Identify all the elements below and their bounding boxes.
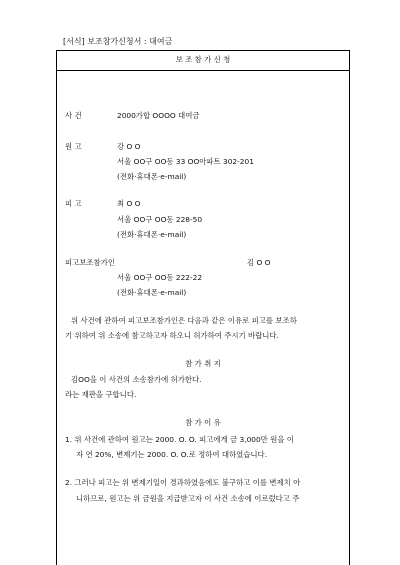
case-value: 2000가합 OOOO 대여금: [117, 111, 200, 120]
defendant-name: 최 O O: [117, 199, 141, 208]
reason-heading: 참 가 이 유: [185, 418, 221, 427]
purpose-line-2: 라는 재판을 구합니다.: [65, 390, 137, 399]
intro-line-1: 위 사건에 관하여 피고보조참가인은 다음과 같은 이유로 피고를 보조하: [71, 316, 297, 325]
reason-line-4: 니하므로, 원고는 위 금원을 지급받고자 이 사건 소송에 이르렀다고 주: [76, 494, 300, 503]
top-border: [57, 50, 349, 51]
intervenor-name: 김 O O: [247, 258, 271, 267]
reason-line-3: 2. 그러나 피고는 위 변제기일이 경과하였음에도 불구하고 이를 변제치 아: [65, 478, 301, 487]
intervenor-address: 서울 OO구 OO동 222-22: [117, 273, 203, 282]
plaintiff-name: 강 O O: [117, 142, 141, 151]
plaintiff-address: 서울 OO구 OO동 33 OO아파트 302-201: [117, 157, 254, 166]
reason-line-2: 자 연 20%, 변제기는 2000. O. O.로 정하여 대하였습니다.: [76, 450, 268, 459]
form-caption: [서식] 보조참가신청서 : 대여금: [63, 37, 173, 46]
purpose-line-1: 김OO을 이 사건의 소송참가에 허가한다.: [71, 375, 202, 384]
plaintiff-contact: (전화·휴대폰·e-mail): [117, 172, 187, 181]
intro-line-2: 기 위하여 위 소송에 참고하고자 하오니 허가하여 주시기 바랍니다.: [65, 331, 279, 340]
defendant-label: 피 고: [65, 199, 82, 208]
title-divider: [57, 70, 349, 71]
defendant-address: 서울 OO구 OO동 228-50: [117, 215, 203, 224]
plaintiff-label: 원 고: [65, 142, 82, 151]
purpose-heading: 참 가 취 지: [185, 359, 221, 368]
intervenor-label: 피고보조참가인: [65, 258, 115, 267]
document-frame: [56, 50, 350, 565]
intervenor-contact: (전화·휴대폰·e-mail): [117, 288, 187, 297]
case-label: 사 건: [65, 111, 82, 120]
reason-line-1: 1. 위 사건에 관하여 원고는 2000. O. O. 피고에게 금 3,000만 원을 이: [65, 435, 294, 444]
document-title: 보 조 참 가 신 청: [175, 55, 231, 64]
defendant-contact: (전화·휴대폰·e-mail): [117, 230, 187, 239]
